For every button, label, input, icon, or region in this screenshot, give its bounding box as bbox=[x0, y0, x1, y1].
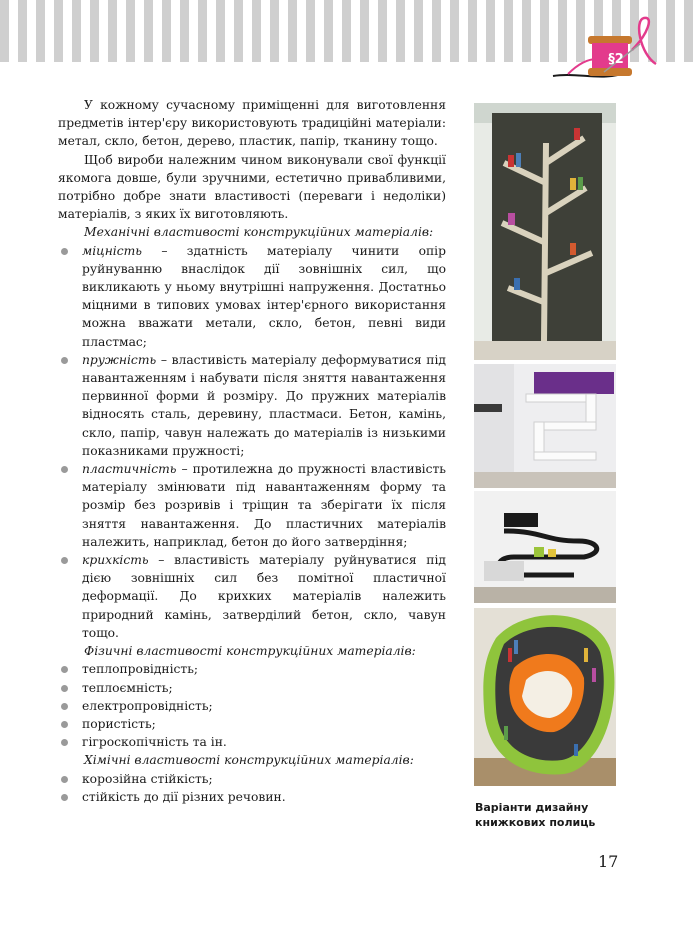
list-item bbox=[58, 242, 446, 351]
list-item: стійкість до дії різних речовин. bbox=[58, 788, 446, 806]
term: крихкість bbox=[82, 553, 149, 568]
zigzag-shelf-photo bbox=[474, 364, 616, 488]
list-item: теплоємність; bbox=[58, 679, 446, 697]
list-item: пористість; bbox=[58, 715, 446, 733]
intro-paragraph: У кожному сучасному приміщенні для виготовлення предметів інтер'єру використовують традиційні матеріали: метал, скло, бетон, дерево, пластик, папір, тканину тощо. bbox=[58, 98, 446, 149]
physical-heading: Фізичні властивості конструкційних матеріалів: bbox=[84, 644, 416, 659]
mechanical-heading: Механічні властивості конструкційних матеріалів: bbox=[84, 225, 434, 240]
definition: – властивість матеріалу руйнуватися під дією зовнішніх сил без помітної пластичної деформації. До крихких матеріалів належить природний камінь, затверділий бетон, скло, чавун тощо. bbox=[82, 553, 446, 640]
list-item bbox=[58, 351, 446, 460]
mechanical-list bbox=[58, 242, 446, 642]
section-badge: §2 bbox=[608, 52, 624, 67]
term: пружність bbox=[82, 352, 157, 367]
definition: – протилежна до пружності властивість матеріалу змінювати під навантаженням форму та розмір без розривів і тріщин та зберігати їх після зняття навантаження. До пластичних матеріалів належить, наприклад, бетон до його затвердіння; bbox=[82, 462, 446, 549]
page-number: 17 bbox=[598, 852, 619, 871]
list-item: корозійна стійкість; bbox=[58, 770, 446, 788]
list-item: гігроскопічність та ін. bbox=[58, 733, 446, 751]
ribbon-shelf-photo bbox=[474, 491, 616, 603]
definition: – здатність матеріалу чинити опір руйнуванню внаслідок дії зовнішніх сил, що викликають у ньому внутрішні напруження. Достатньо міцними в типових умовах інтер'єрного використання можна вважати метали, скло, бетон, певні види пластмас; bbox=[82, 243, 446, 349]
term: міцність bbox=[82, 243, 142, 258]
term: пластичність bbox=[82, 462, 177, 477]
physical-list bbox=[58, 660, 446, 751]
definition: – властивість матеріалу деформуватися під навантаженням і набувати після зняття навантаження первинної форми й розміру. До пружних матеріалів відносять сталь, деревину, пластмаси. Бетон, камінь, скло, папір, чавун належать до матеріалів із низькими показниками пружності; bbox=[82, 352, 446, 458]
chemical-list bbox=[58, 770, 446, 806]
figure-caption: Варіанти дизайну книжкових полиць bbox=[475, 801, 596, 829]
main-text bbox=[58, 96, 446, 806]
chemical-heading: Хімічні властивості конструкційних матеріалів: bbox=[84, 753, 414, 768]
thread-spool-icon bbox=[548, 14, 658, 86]
list-item: електропровідність; bbox=[58, 697, 446, 715]
round-bookshelf-photo bbox=[474, 608, 616, 786]
intro-paragraph: Щоб вироби належним чином виконували свої функції якомога довше, були зручними, естетично привабливими, потрібно добре знати властивості (переваги і недоліки) матеріалів, з яких їх виготовляють. bbox=[58, 152, 446, 222]
list-item: теплопровідність; bbox=[58, 660, 446, 678]
tree-bookshelf-photo bbox=[474, 103, 616, 360]
list-item bbox=[58, 460, 446, 551]
list-item bbox=[58, 551, 446, 642]
